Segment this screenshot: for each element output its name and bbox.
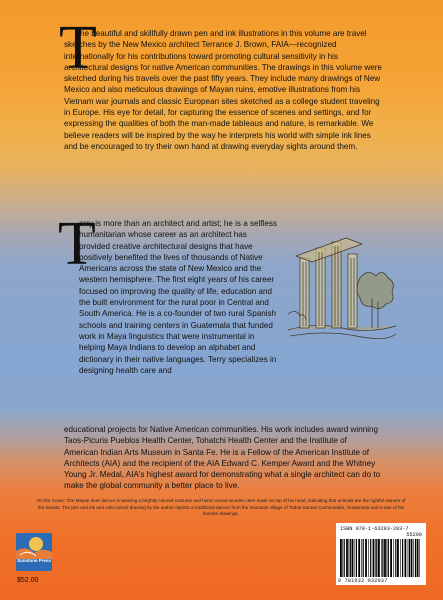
bio-paragraph-part1: erry is more than an architect and artist; he is a selfless humanitarian whose career as an architect has provided creative architectural designs that have positively benefited the lives of thousands of Native Americans across the state of New Mexico and the western hemisphere. The first eight years of his career focused on improving the quality of life, education and the built environment for the rural poor in Central and South America. He is a co-founder of two rural Spanish schools and training centers in Guatemala that funded work in Maya linguistics that were instrumental in helping Maya Indians to develop an alphabet and dictionary in their native languages. Terry specializes in designing health care and [79,219,277,375]
ruins-sketch-illustration [286,218,398,346]
cover-note: On the Cover: The Mayan deer dancer is wearing a brightly colored costume and hand carved wooden deer mask on top of his head, indicating that animals are the rightful owners of the forests. The pen and ink and color pencil drawing by the author depicts a traditional dancer from the mountain village of Todos Santos Cuchumatán, Guatemala and is one of his favorite drawings. [36,498,406,517]
sunstone-logo-icon [16,533,52,559]
isbn-barcode [336,523,426,585]
price-label: $52.00 [17,577,39,584]
publisher-name: Sunstone Press [16,558,51,563]
publisher-logo [16,533,52,571]
barcode-price-code: 55200 [406,532,422,538]
barcode-digits: 9 781632 932037 [338,578,388,584]
bio-paragraph-part2: educational projects for Native American communities. His work includes award winning Taos-Picuris Pueblos Health Center, Tohatchi Health Center and the Institute of American Indian Arts Museum in Santa Fe. He is a Fellow of the American Institute of Architects (AIA) and the recipient of the AIA Edward C. Kemper Award and the Whitney Young Jr. Medal, AIA's highest award for demonstrating what a single architect can do to make the global community a better place to live. [64,425,381,491]
bio-drop-cap: T [58,210,96,278]
barcode-bars [340,539,422,577]
blurb-drop-cap: T [59,14,97,82]
isbn-text: ISBN 978-1-63293-203-7 [340,526,409,532]
blurb-paragraph: he beautiful and skillfully drawn pen and ink illustrations in this volume are travel sketches by the New Mexico architect Terrance J. Brown, FAIA—recognized internationally for his contributions toward promoting cultural sensitivity in his architectural designs for native American communities. The drawings in this volume were sketched during his travels over the past fifty years. They include many drawings of New Mexico and also meticulous drawings of Mayan ruins, emotive illustrations from his Vietnam war journals and classic European sites sketched as a college student traveling in Europe. His eye for detail, for capturing the essence of scenes and settings, and for expressing the qualities of both the man-made tableaus and nature, is remarkable. We believe readers will be inspired by the way he interprets his world with simple ink lines and be encouraged to try their own hand at drawing everyday sights around them. [64,29,382,151]
